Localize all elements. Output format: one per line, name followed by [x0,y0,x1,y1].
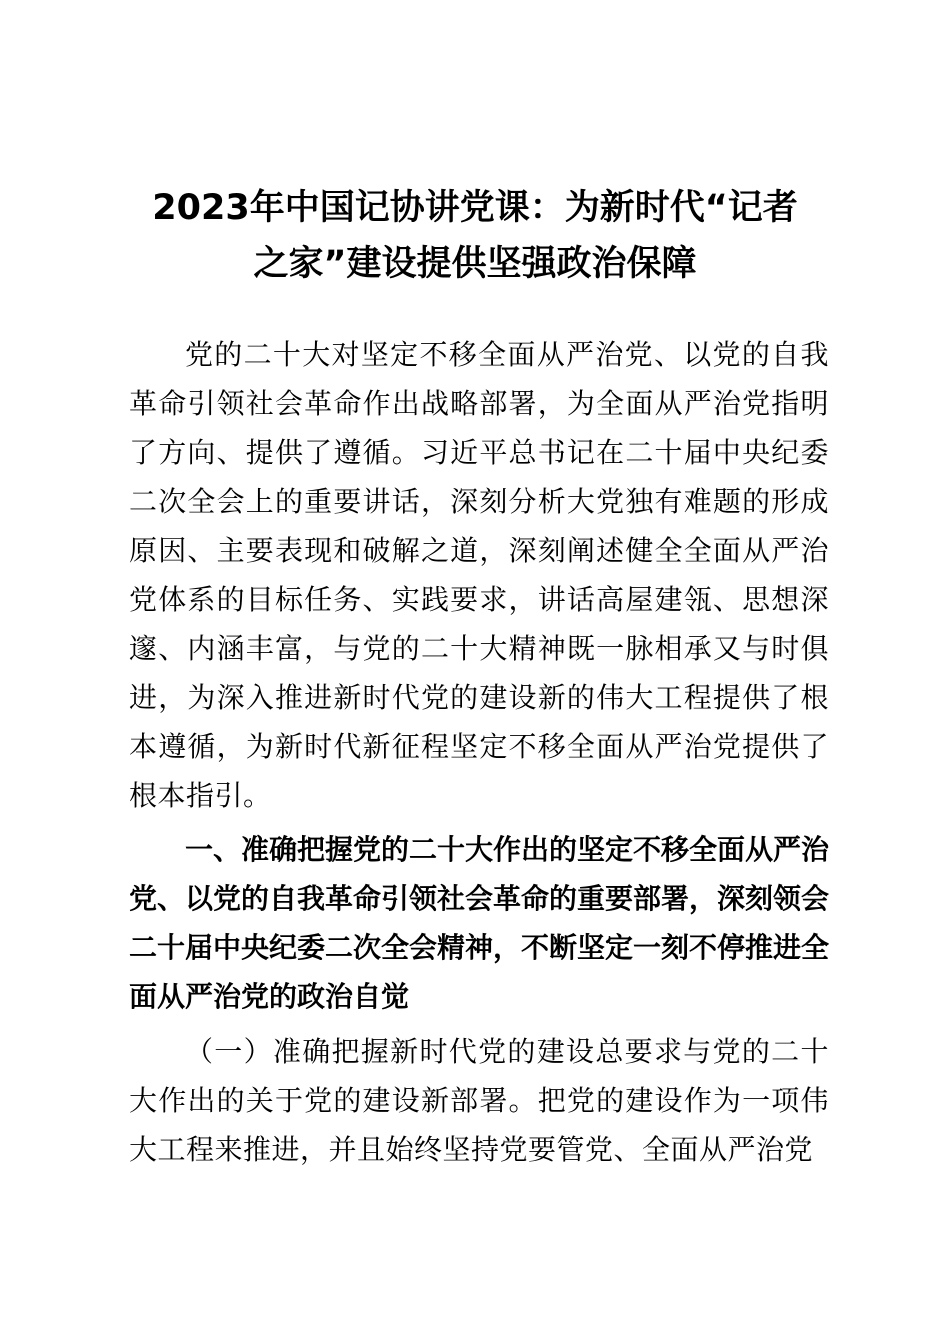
section-heading-1: 一、准确把握党的二十大作出的坚定不移全面从严治党、以党的自我革命引领社会革命的重要部署，深刻领会二十届中央纪委二次全会精神，不断坚定一刻不停推进全面从严治党的政治自觉 [129,833,830,1013]
title-line-1: 2023年中国记协讲党课：为新时代“记者 [152,188,798,228]
subsection-paragraph-1: （一）准确把握新时代党的建设总要求与党的二十大作出的关于党的建设新部署。把党的建设作为一项伟大工程来推进，并且始终坚持党要管党、全面从严治党 [129,1035,829,1166]
document-body [129,330,829,1174]
intro-paragraph: 党的二十大对坚定不移全面从严治党、以党的自我革命引领社会革命作出战略部署，为全面从严治党指明了方向、提供了遵循。习近平总书记在二十届中央纪委二次全会上的重要讲话，深刻分析大党独有难题的形成原因、主要表现和破解之道，深刻阐述健全全面从严治党体系的目标任务、实践要求，讲话高屋建瓴、思想深邃、内涵丰富，与党的二十大精神既一脉相承又与时俱进，为深入推进新时代党的建设新的伟大工程提供了根本遵循，为新时代新征程坚定不移全面从严治党提供了根本指引。 [129,338,829,812]
document-title [120,180,830,292]
title-line-2: 之家”建设提供坚强政治保障 [253,244,697,284]
